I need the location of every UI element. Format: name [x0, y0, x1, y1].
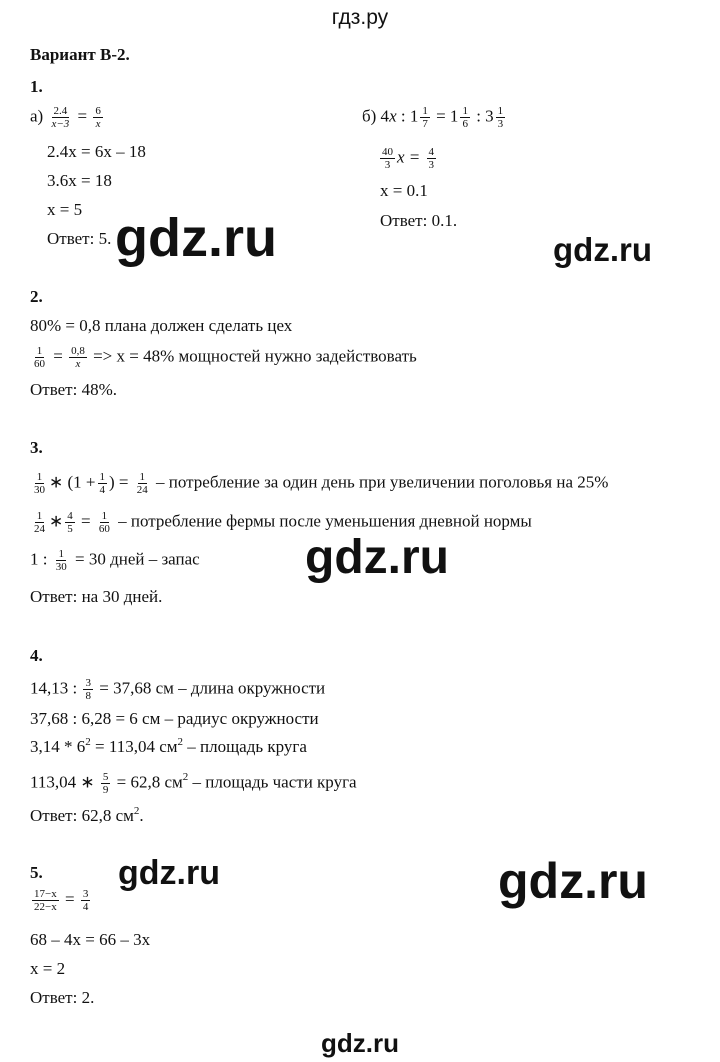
problem-5-line2: 68 – 4x = 66 – 3x	[30, 930, 151, 949]
fraction: $\frac{4}{5}$	[67, 510, 73, 535]
problem-3-line2: $\frac{1}{24}$ ∗ $\frac{4}{5}$ = $\frac{1}{60}$ – потребление фермы после уменьшения дневной нормы	[34, 510, 532, 535]
problem-1b-line3: x = 0.1	[380, 181, 428, 200]
fraction: $\frac{1}{60}$	[34, 345, 45, 370]
watermark: gdz.ru	[118, 854, 220, 892]
problem-1a-line4: x = 5	[47, 200, 83, 219]
fraction: $\frac{1}{4}$	[99, 471, 105, 496]
fraction: $\frac{1}{24}$	[34, 510, 45, 535]
problem-1a-line2: 2.4x = 6x – 18	[47, 142, 146, 161]
fraction: $\frac{1}{6}$	[462, 105, 468, 130]
problem-4-line3: $3,14 * 6^2 = 113,04$ $см^2$ – площадь круга	[30, 736, 307, 756]
problem-2-line2: $\frac{1}{60}$ = $\frac{0,8}{x}$ => x = 48% мощностей нужно задействовать	[34, 345, 417, 370]
variant-title: Вариант В-2.	[30, 45, 130, 64]
problem-2-number: 2.	[30, 287, 43, 306]
fraction: $\frac{0,8}{x}$	[71, 345, 85, 370]
problem-1a-answer: Ответ: 5.	[47, 229, 112, 248]
fraction: $\frac{2.4}{x-3}$	[51, 105, 70, 130]
fraction: $\frac{1}{7}$	[422, 105, 428, 130]
problem-3-number: 3.	[30, 438, 43, 457]
problem-2-answer: Ответ: 48%.	[30, 380, 117, 399]
watermark: gdz.ru	[115, 208, 277, 268]
problem-4-line2: 37,68 : 6,28 = 6 см – радиус окружности	[30, 709, 319, 728]
fraction: $\frac{1}{30}$	[34, 471, 45, 496]
problem-5-answer: Ответ: 2.	[30, 988, 95, 1007]
problem-4-answer: Ответ: 62,8 $см^2$.	[30, 805, 144, 825]
fraction: $\frac{5}{9}$	[102, 771, 109, 796]
watermark: gdz.ru	[321, 1028, 399, 1058]
site-header: гдз.ру	[331, 6, 389, 29]
problem-2-line1: 80% = 0,8 плана должен сделать цех	[30, 316, 293, 335]
fraction: $\frac{40}{3}$	[382, 146, 393, 171]
fraction: $\frac{1}{3}$	[497, 105, 504, 130]
problem-4-number: 4.	[30, 646, 43, 665]
problem-3-answer: Ответ: на 30 дней.	[30, 587, 163, 606]
fraction: $\frac{1}{30}$	[55, 548, 67, 573]
problem-5-number: 5.	[30, 863, 43, 882]
fraction: $\frac{6}{x}$	[95, 105, 101, 130]
watermark: gdz.ru	[305, 531, 449, 584]
problem-4-line4: 113,04 ∗ $\frac{5}{9}$ = 62,8 $см^2$ – площадь части круга	[30, 771, 357, 796]
problem-1b-answer: Ответ: 0.1.	[380, 211, 458, 230]
problem-1-number: 1.	[30, 77, 43, 96]
problem-1b-line2: $\frac{40}{3}$ x = $\frac{4}{3}$	[382, 146, 435, 171]
problem-1a-equation: а) $\frac{2.4}{x-3}$ = $\frac{6}{x}$	[30, 105, 101, 130]
fraction: $\frac{3}{4}$	[82, 888, 89, 913]
problem-4-line1: 14,13 : $\frac{3}{8}$ = 37,68 см – длина окружности	[30, 677, 326, 702]
fraction: $\frac{4}{3}$	[428, 146, 435, 171]
fraction: $\frac{1}{60}$	[98, 510, 110, 535]
watermark: gdz.ru	[498, 853, 648, 909]
fraction: $\frac{1}{24}$	[136, 471, 148, 496]
fraction: $\frac{3}{8}$	[85, 677, 91, 702]
problem-1a-line3: 3.6x = 18	[47, 171, 112, 190]
problem-3-line1: $\frac{1}{30}$ ∗ (1 + $\frac{1}{4}$ ) = $\frac{1}{24}$ – потребление за один день при увеличении поголовья на 25%	[34, 471, 609, 496]
problem-1a-label: а)	[30, 106, 44, 126]
watermark: gdz.ru	[553, 231, 652, 268]
fraction: $\frac{17-x}{22-x}$	[34, 888, 57, 913]
problem-5-line1: $\frac{17-x}{22-x}$ = $\frac{3}{4}$	[34, 888, 89, 913]
problem-5-line3: x = 2	[30, 959, 66, 978]
problem-3-line3: 1 : $\frac{1}{30}$ = 30 дней – запас	[30, 548, 200, 573]
problem-1b-equation: б) 4x : 1 $\frac{1}{7}$ = 1 $\frac{1}{6}$ : 3 $\frac{1}{3}$	[362, 105, 504, 130]
